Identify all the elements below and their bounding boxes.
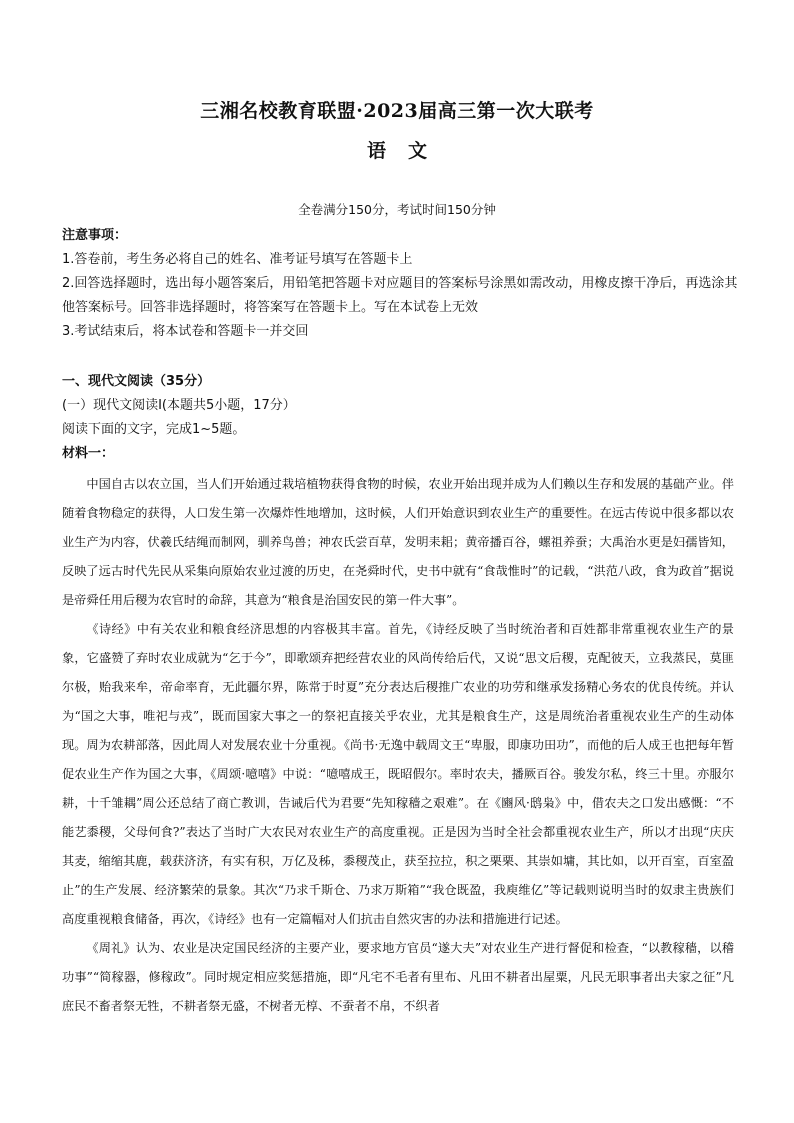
passage-paragraph: 《周礼》认为、农业是决定国民经济的主要产业，要求地方官员“遂大夫”对农业生产进行督促和检查，“以教稼穑，以稽功事”“简稼器，修稼政”。同时规定相应奖惩措施，即“凡宅不毛者有里布、凡田不耕者出屋粟，凡民无职事者出夫家之征”凡庶民不畜者祭无牲，不耕者祭无盛，不树者无椁、不蚕者不帛，不织者 <box>62 941 734 1013</box>
passage-paragraph: 《诗经》中有关农业和粮食经济思想的内容极其丰富。首先，《诗经反映了当时统治者和百姓都非常重视农业生产的景象，它盛赞了弃时农业成就为“乞于今”，即歌颂弃把经营农业的风尚传给后代，又说“思文后稷，克配彼天，立我蒸民，莫匪尔极，贻我来牟，帝命率育，无此疆尔界，陈常于时夏”充分表达后稷推广农业的功劳和继承发扬精心务农的优良传统。并认为“国之大事，唯祀与戎”，既而国家大事之一的祭祀直接关乎农业，尤其是粮食生产，这是周统治者重视农业生产的生动体现。周为农耕部落，因此周人对发展农业十分重视。《尚书·无逸中载周文王“卑服，即康功田功”，而他的后人成王也把每年暂促农业生产作为国之大事，《周颂·噫嘻》中说：“噫嘻成王，既昭假尔。率时农夫，播厥百谷。骏发尔私，终三十里。亦服尔耕，十千雏耦”周公还总结了商亡教训，告诫后代为君要“先知稼穑之艰难”。在《豳风·鸱枭》中，借农夫之口发出感慨：“不能艺黍稷，父母何食?”表达了当时广大农民对农业生产的高度重视。正是因为当时全社会都重视农业生产，所以才出现“庆庆其麦，缩缩其鹿，载获济济，有实有积，万亿及秭，黍稷茂止，获至拉拉，积之栗栗、其崇如墉，其比如，以开百室，百室盈止”的生产发展、经济繁荣的景象。其次“乃求千斯仓、乃求万斯箱”“我仓既盈，我庾维亿”等记载则说明当时的奴隶主贵族们高度重视粮食储备，再次，《诗经》也有一定篇幅对人们抗击自然灾害的办法和措施进行记述。 <box>62 622 734 926</box>
section-heading: 一、现代文阅读（35分） <box>62 374 211 389</box>
material-label: 材料一： <box>62 446 115 461</box>
exam-meta: 全卷满分150分，考试时间150分钟 <box>298 202 496 217</box>
section-header <box>62 370 742 466</box>
notice-section <box>62 224 742 344</box>
section-instruction: 阅读下面的文字，完成1~5题。 <box>62 422 246 437</box>
section-subheading: (一）现代文阅读I(本题共5小题，17分） <box>62 398 296 413</box>
reading-passage <box>62 470 734 1021</box>
exam-title: 三湘名校教育联盟·2023届高三第一次大联考 <box>200 100 594 122</box>
notice-item: 1.答卷前，考生务必将自己的姓名、准考证号填写在答题卡上 <box>62 252 413 267</box>
notice-item: 2.回答选择题时，选出每小题答案后，用铅笔把答题卡对应题目的答案标号涂黑如需改动，用橡皮擦干净后，再选涂其他答案标号。回答非选择题时，将答案写在答题卡上。写在本试卷上无效 <box>62 276 738 315</box>
passage-paragraph: 中国自古以农立国，当人们开始通过栽培植物获得食物的时候，农业开始出现并成为人们赖以生存和发展的基础产业。伴随着食物稳定的获得，人口发生第一次爆炸性地增加，这时候，人们开始意识到农业生产的重要性。在远古传说中很多都以农业生产为内容，伏羲氏结绳而制网，驯养鸟兽；神农氏尝百草，发明耒耜；黄帝播百谷，螺祖养蚕；大禹治水更是妇孺皆知，反映了远古时代先民从采集向原始农业过渡的历史，在尧舜时代，史书中就有“食哉惟时”的记载，“洪范八政，食为政首”据说是帝舜任用后稷为农官时的命辞，其意为“粮食是治国安民的第一件大事”。 <box>62 477 734 607</box>
subject-title: 语文 <box>366 140 449 162</box>
notice-heading: 注意事项： <box>62 228 128 243</box>
notice-item: 3.考试结束后，将本试卷和答题卡一并交回 <box>62 324 309 339</box>
